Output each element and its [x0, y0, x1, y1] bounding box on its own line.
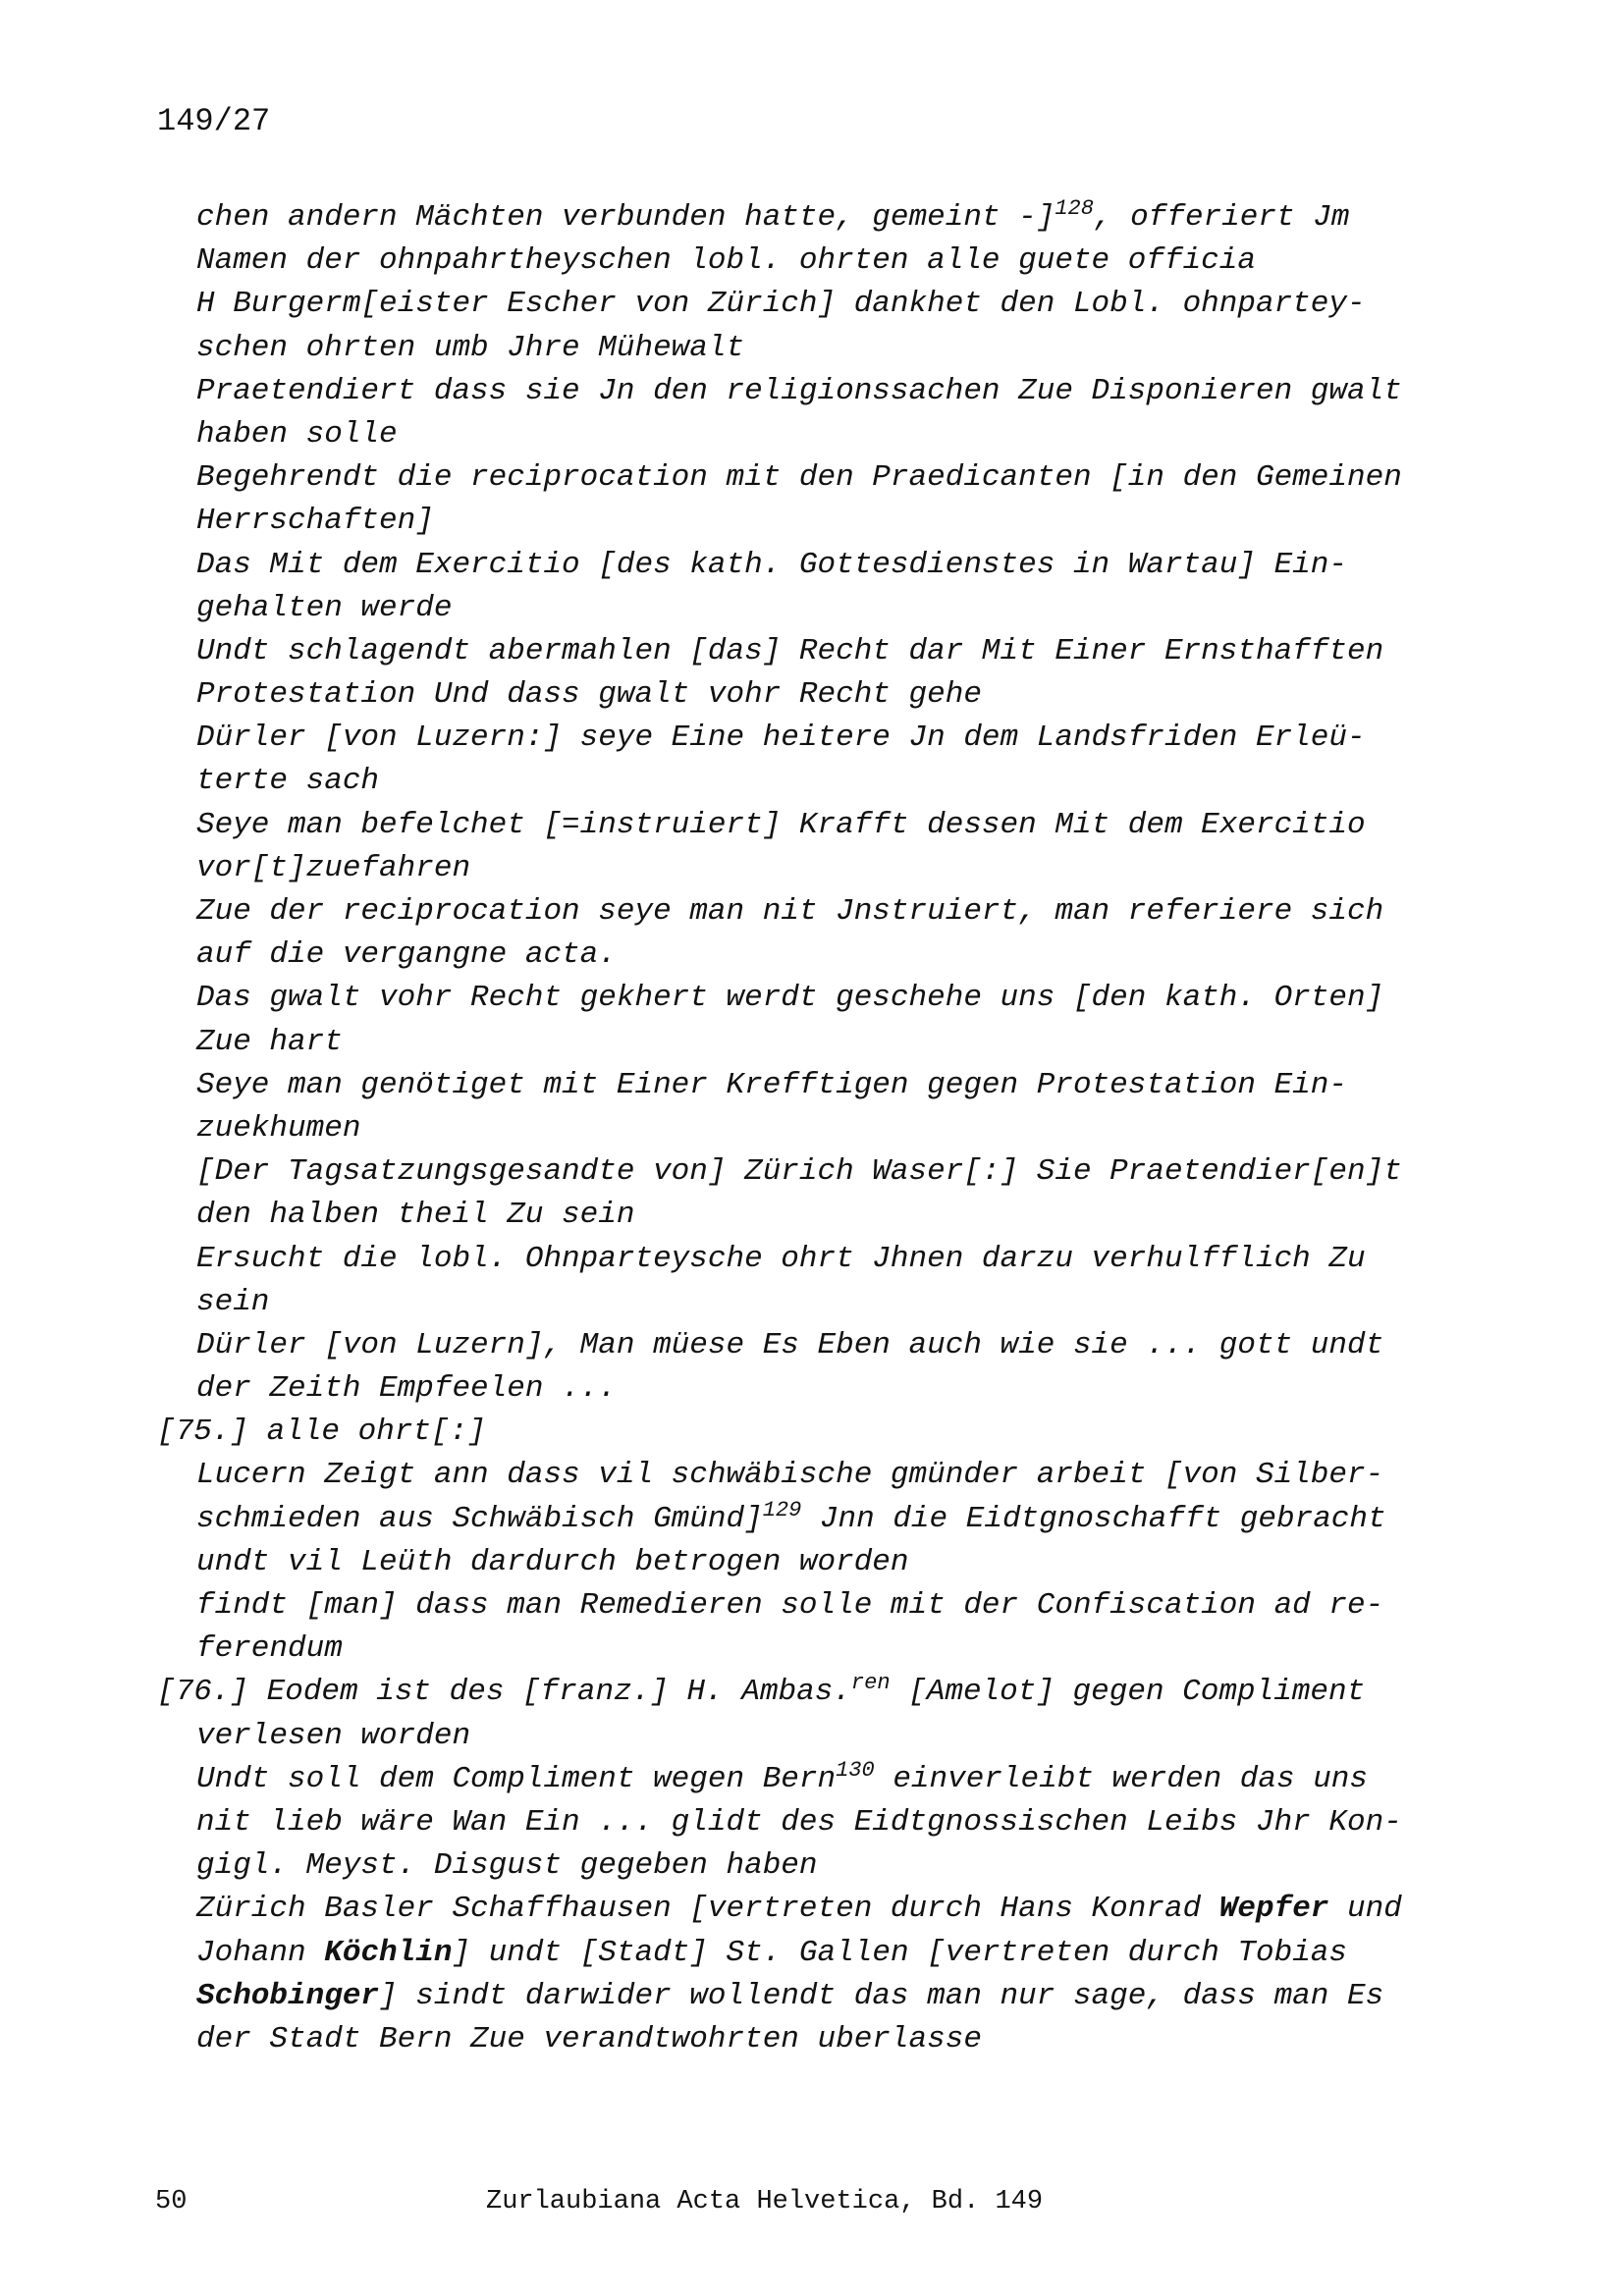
- text-line: [196, 630, 1473, 673]
- text-run: den halben theil Zu sein: [196, 1198, 635, 1233]
- text-line: [196, 1064, 1473, 1107]
- text-run: haben solle: [196, 416, 398, 452]
- text-line: [196, 283, 1473, 326]
- page-footer: [0, 2185, 1623, 2224]
- text-run: Namen der ohnpahrtheyschen lobl. ohrten alle guete officia: [196, 243, 1256, 279]
- text-line: [196, 370, 1473, 413]
- text-run: , offeriert Jm: [1093, 200, 1350, 235]
- footnote-superscript: 130: [836, 1757, 875, 1783]
- document-lines: [157, 196, 1473, 2061]
- text-run: H Burgerm[eister Escher von Zürich] dankhet den Lobl. ohnpartey-: [196, 287, 1366, 322]
- text-line: [196, 847, 1473, 890]
- text-line: [196, 977, 1473, 1020]
- text-line: [196, 1454, 1473, 1497]
- text-run: zuekhumen: [196, 1110, 361, 1146]
- text-run: Zue hart: [196, 1024, 343, 1059]
- text-run: Zürich Basler Schaffhausen [vertreten durch Hans Konrad: [196, 1892, 1219, 1927]
- page-header-folio: 149/27: [157, 103, 271, 139]
- text-line: [196, 1932, 1473, 1975]
- text-line: [196, 1194, 1473, 1237]
- text-run: schmieden aus Schwäbisch Gmünd]: [196, 1501, 763, 1536]
- bold-name-run: Wepfer: [1218, 1892, 1329, 1927]
- text-run: [Amelot] gegen Compliment: [890, 1675, 1366, 1710]
- text-run: undt vil Leüth dardurch betrogen worden: [196, 1544, 909, 1579]
- text-run: der Stadt Bern Zue verandtwohrten uberlasse: [196, 2021, 982, 2056]
- text-line: [196, 1238, 1473, 1281]
- text-run: findt [man] dass man Remedieren solle mit der Confiscation ad re-: [196, 1588, 1384, 1623]
- text-line: [196, 1758, 1473, 1801]
- text-run: Lucern Zeigt ann dass vil schwäbische gmünder arbeit [von Silber-: [196, 1458, 1384, 1493]
- bold-name-run: Schobinger: [196, 1978, 380, 2013]
- text-line: [196, 456, 1473, 500]
- text-run: sein: [196, 1284, 270, 1319]
- text-run: gigl. Meyst. Disgust gegeben haben: [196, 1848, 818, 1884]
- text-run: Seye man genötiget mit Einer Krefftigen gegen Protestation Ein-: [196, 1067, 1347, 1102]
- footnote-superscript: 128: [1055, 196, 1094, 221]
- text-line: [196, 1021, 1473, 1064]
- text-run: Das Mit dem Exercitio [des kath. Gottesdienstes in Wartau] Ein-: [196, 547, 1347, 582]
- text-line: [196, 717, 1473, 760]
- text-line: [196, 413, 1473, 456]
- text-run: Johann: [196, 1935, 325, 1970]
- text-line: [196, 934, 1473, 977]
- text-line: [196, 500, 1473, 543]
- footnote-superscript: 129: [762, 1497, 802, 1522]
- text-line: [196, 2018, 1473, 2061]
- text-run: schen ohrten umb Jhre Mühewalt: [196, 330, 745, 365]
- footer-publication-title: Zurlaubiana Acta Helvetica, Bd. 149: [486, 2187, 1044, 2216]
- text-run: ] sindt darwider wollendt das man nur sage, dass man Es: [379, 1978, 1384, 2013]
- text-line: [196, 196, 1473, 240]
- text-line: [196, 890, 1473, 934]
- text-run: Praetendiert dass sie Jn den religionssachen Zue Disponieren gwalt: [196, 373, 1402, 408]
- text-line: [196, 760, 1473, 803]
- footnote-superscript: ren: [850, 1671, 891, 1696]
- text-run: [75.] alle ohrt[:]: [157, 1415, 486, 1450]
- text-line: [196, 1281, 1473, 1324]
- text-run: einverleibt werden das uns: [874, 1761, 1369, 1796]
- text-line: [196, 1541, 1473, 1584]
- text-run: auf die vergangne acta.: [196, 937, 617, 973]
- text-run: Protestation Und dass gwalt vohr Recht gehe: [196, 677, 982, 713]
- text-run: Ersucht die lobl. Ohnparteysche ohrt Jhnen darzu verhulfflich Zu: [196, 1241, 1366, 1276]
- text-run: Undt soll dem Compliment wegen Bern: [196, 1761, 837, 1796]
- text-line: [196, 1844, 1473, 1888]
- text-run: verlesen worden: [196, 1718, 471, 1753]
- text-run: nit lieb wäre Wan Ein ... glidt des Eidtgnossischen Leibs Jhr Kon-: [196, 1804, 1402, 1840]
- text-line: [196, 1367, 1473, 1411]
- text-line: [196, 1324, 1473, 1367]
- text-line: [196, 804, 1473, 847]
- text-line: [196, 1150, 1473, 1194]
- text-run: Dürler [von Luzern], Man müese Es Eben auch wie sie ... gott undt: [196, 1327, 1384, 1362]
- text-run: ] undt [Stadt] St. Gallen [vertreten durch Tobias: [452, 1935, 1348, 1970]
- text-line: [196, 544, 1473, 587]
- text-line: [196, 327, 1473, 370]
- text-line: [196, 240, 1473, 283]
- text-run: und: [1328, 1892, 1402, 1927]
- text-line: [196, 1888, 1473, 1931]
- text-run: Dürler [von Luzern:] seye Eine heitere Jn dem Landsfriden Erleü-: [196, 721, 1366, 756]
- text-line: [196, 1584, 1473, 1628]
- text-run: Jnn die Eidtgnoschafft gebracht: [801, 1501, 1386, 1536]
- text-run: ferendum: [196, 1631, 343, 1667]
- text-run: [76.] Eodem ist des [franz.] H. Ambas.: [157, 1675, 851, 1710]
- text-run: Das gwalt vohr Recht gekhert werdt geschehe uns [den kath. Orten]: [196, 981, 1384, 1016]
- bold-name-run: Köchlin: [324, 1935, 453, 1970]
- text-run: vor[t]zuefahren: [196, 850, 471, 885]
- text-line: [196, 1107, 1473, 1150]
- text-run: Zue der reciprocation seye man nit Jnstruiert, man referiere sich: [196, 894, 1384, 929]
- text-run: Begehrendt die reciprocation mit den Praedicanten [in den Gemeinen: [196, 460, 1402, 496]
- text-run: Seye man befelchet [=instruiert] Krafft dessen Mit dem Exercitio: [196, 807, 1366, 842]
- text-line: [196, 673, 1473, 717]
- text-line: [196, 1975, 1473, 2018]
- text-line: [157, 1671, 1473, 1714]
- text-line: [196, 1801, 1473, 1844]
- text-line: [157, 1411, 1473, 1454]
- text-line: [196, 1715, 1473, 1758]
- text-run: der Zeith Empfeelen ...: [196, 1371, 617, 1407]
- text-line: [196, 587, 1473, 630]
- text-run: chen andern Mächten verbunden hatte, gemeint -]: [196, 200, 1055, 235]
- text-line: [196, 1498, 1473, 1541]
- text-run: terte sach: [196, 764, 380, 799]
- text-run: [Der Tagsatzungsgesandte von] Zürich Waser[:] Sie Praetendier[en]t: [196, 1154, 1402, 1190]
- text-run: Herrschaften]: [196, 504, 434, 539]
- text-run: gehalten werde: [196, 590, 453, 625]
- text-run: Undt schlagendt abermahlen [das] Recht dar Mit Einer Ernsthafften: [196, 633, 1384, 668]
- footer-page-number: 50: [155, 2187, 188, 2216]
- text-line: [196, 1628, 1473, 1671]
